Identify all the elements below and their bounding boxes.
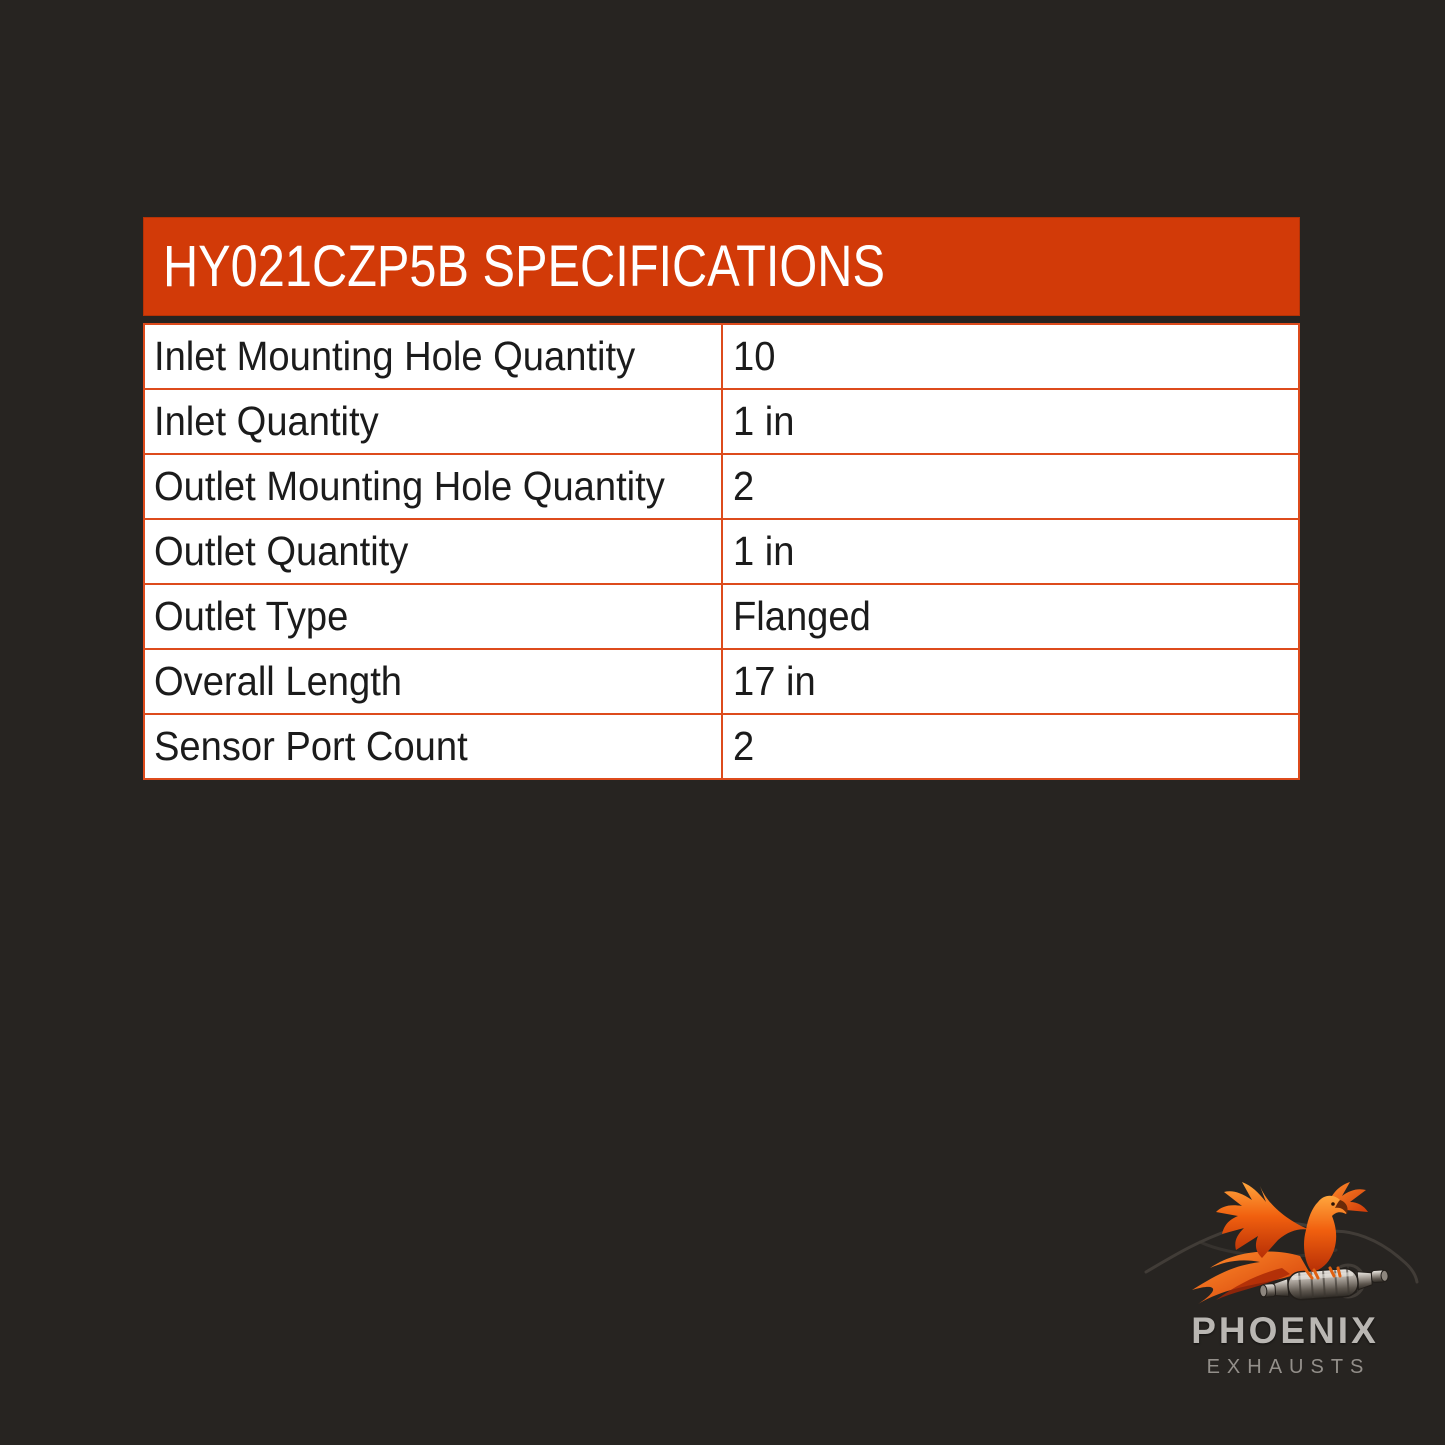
spec-label-cell (144, 389, 722, 454)
spec-label-cell (144, 324, 722, 389)
spec-card (143, 217, 1300, 780)
brand-subtitle: EXHAUSTS (1206, 1356, 1371, 1378)
spec-row (144, 714, 1299, 779)
spec-value: 10 (732, 333, 775, 379)
spec-value: Flanged (732, 593, 871, 639)
spec-label-cell (144, 454, 722, 519)
spec-value: 1 in (732, 528, 794, 574)
brand-logo (1140, 1178, 1430, 1379)
spec-value-cell (722, 714, 1300, 779)
spec-value-cell (722, 649, 1300, 714)
spec-value-cell (722, 584, 1300, 649)
spec-label-cell (144, 584, 722, 649)
spec-label: Inlet Mounting Hole Quantity (154, 333, 636, 379)
spec-value-cell (722, 389, 1300, 454)
spec-label-cell (144, 519, 722, 584)
spec-value-cell (722, 519, 1300, 584)
spec-header (143, 217, 1300, 316)
spec-label: Outlet Mounting Hole Quantity (154, 463, 665, 509)
spec-row (144, 584, 1299, 649)
spec-row (144, 389, 1299, 454)
spec-row (144, 324, 1299, 389)
brand-name: PHOENIX (1191, 1310, 1379, 1351)
phoenix-logo-icon (1140, 1178, 1430, 1308)
spec-value: 17 in (732, 658, 816, 704)
spec-label-cell (144, 649, 722, 714)
spec-label: Outlet Quantity (154, 528, 409, 574)
spec-value-cell (722, 324, 1300, 389)
spec-value-cell (722, 454, 1300, 519)
spec-row (144, 454, 1299, 519)
spec-label: Overall Length (154, 658, 403, 704)
spec-row (144, 519, 1299, 584)
spec-label: Sensor Port Count (154, 723, 468, 769)
spec-label-cell (144, 714, 722, 779)
spec-value: 1 in (732, 398, 794, 444)
spec-title: HY021CZP5B SPECIFICATIONS (163, 234, 885, 299)
spec-value: 2 (732, 463, 754, 509)
spec-label: Outlet Type (154, 593, 349, 639)
spec-value: 2 (732, 723, 754, 769)
spec-row (144, 649, 1299, 714)
spec-label: Inlet Quantity (154, 398, 379, 444)
spec-table (143, 323, 1300, 780)
